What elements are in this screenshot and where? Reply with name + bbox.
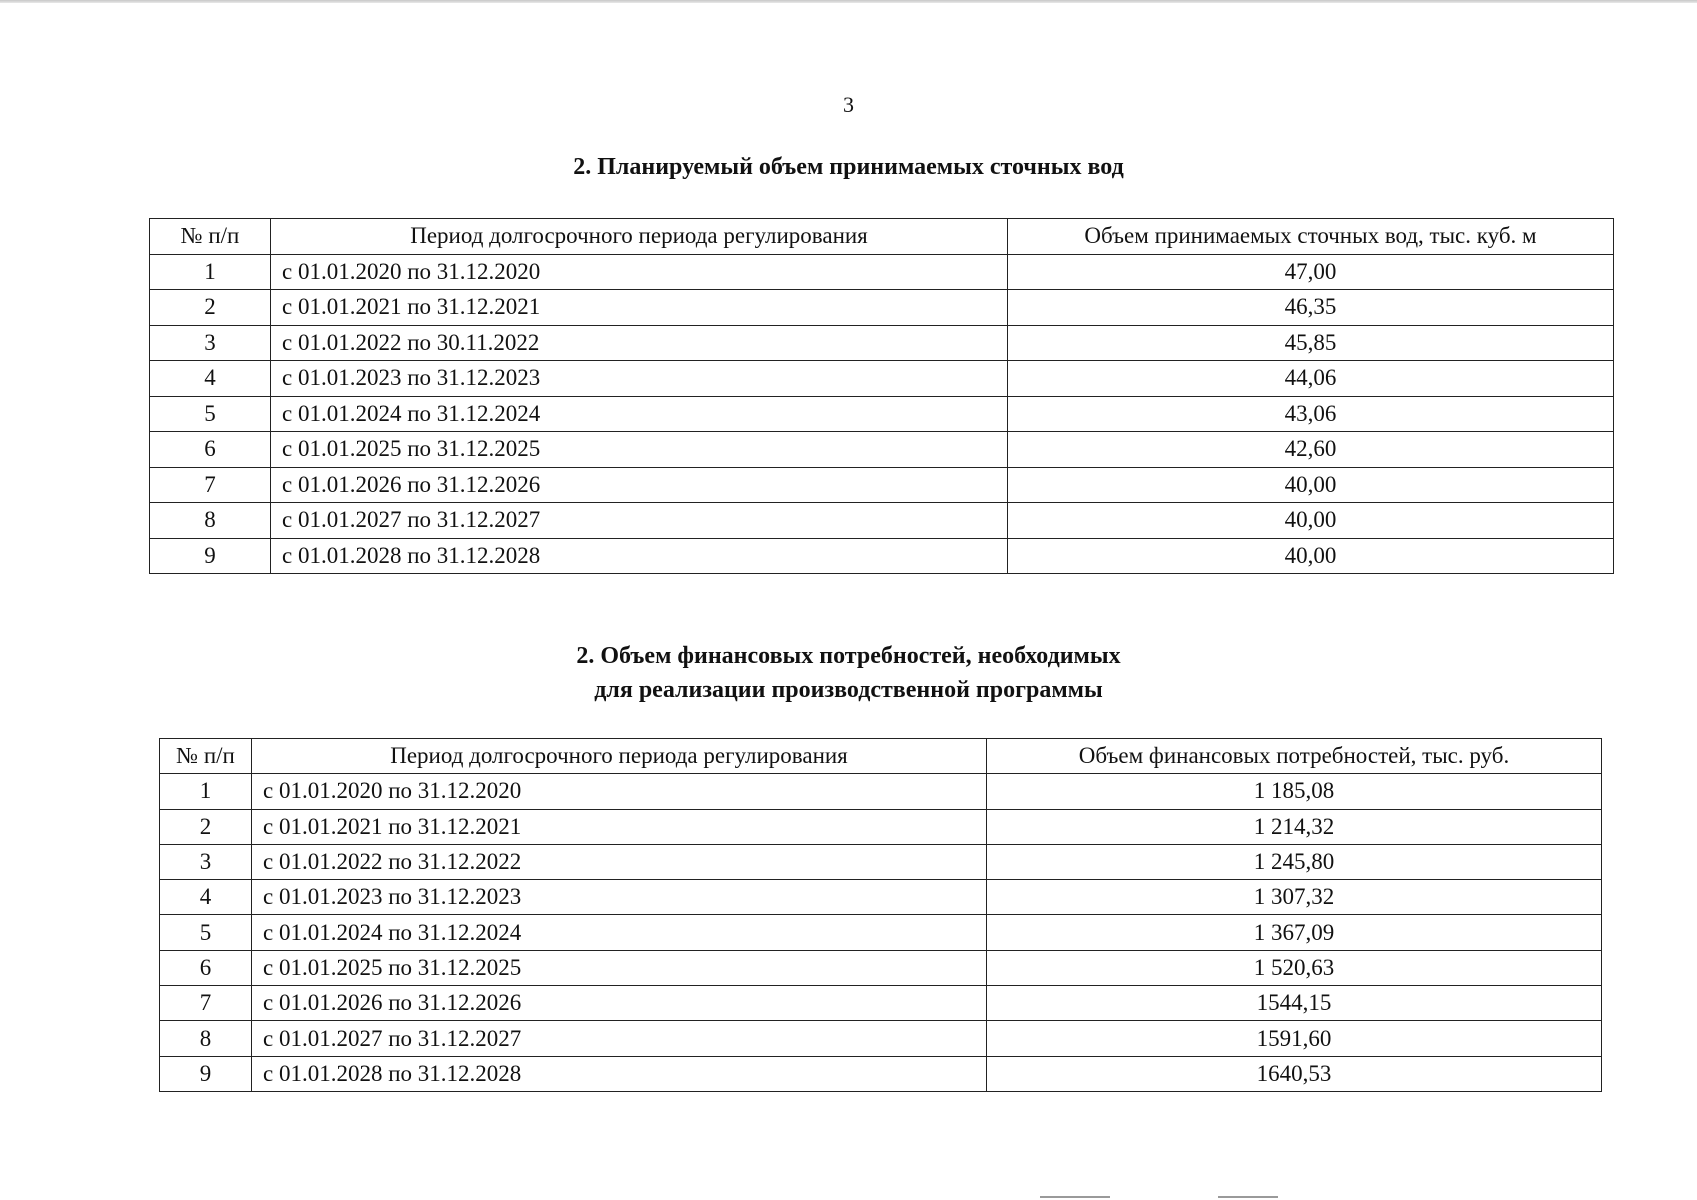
row-number-cell: 8	[160, 1021, 252, 1056]
table-row	[160, 844, 1602, 879]
table-row	[160, 1056, 1602, 1091]
value-cell: 1544,15	[987, 986, 1602, 1021]
table-row	[150, 467, 1614, 503]
period-cell: с 01.01.2025 по 31.12.2025	[252, 950, 987, 985]
row-number-cell: 1	[160, 774, 252, 809]
value-cell: 1 245,80	[987, 844, 1602, 879]
period-cell: с 01.01.2020 по 31.12.2020	[271, 254, 1008, 290]
section-2-title	[0, 639, 1697, 707]
row-number-cell: 2	[150, 290, 271, 326]
table-header-row	[150, 219, 1614, 255]
value-cell: 1 520,63	[987, 950, 1602, 985]
period-cell: с 01.01.2023 по 31.12.2023	[252, 880, 987, 915]
value-cell: 1 367,09	[987, 915, 1602, 950]
table-row	[150, 325, 1614, 361]
page-number: 3	[843, 92, 854, 117]
period-cell: с 01.01.2022 по 31.12.2022	[252, 844, 987, 879]
table-row	[160, 950, 1602, 985]
row-number-cell: 9	[150, 538, 271, 574]
value-cell: 40,00	[1008, 503, 1614, 539]
value-cell: 40,00	[1008, 538, 1614, 574]
value-cell: 44,06	[1008, 361, 1614, 397]
value-cell: 40,00	[1008, 467, 1614, 503]
column-header-number: № п/п	[160, 739, 252, 774]
value-cell: 45,85	[1008, 325, 1614, 361]
row-number-cell: 7	[150, 467, 271, 503]
period-cell: с 01.01.2028 по 31.12.2028	[271, 538, 1008, 574]
table-row	[150, 432, 1614, 468]
section-1-title-text: 2. Планируемый объем принимаемых сточных вод	[573, 154, 1124, 180]
period-cell: с 01.01.2021 по 31.12.2021	[271, 290, 1008, 326]
row-number-cell: 6	[160, 950, 252, 985]
row-number-cell: 9	[160, 1056, 252, 1091]
value-cell: 47,00	[1008, 254, 1614, 290]
period-cell: с 01.01.2026 по 31.12.2026	[271, 467, 1008, 503]
table-row	[160, 774, 1602, 809]
value-cell: 42,60	[1008, 432, 1614, 468]
row-number-cell: 6	[150, 432, 271, 468]
value-cell: 1 185,08	[987, 774, 1602, 809]
column-header-period: Период долгосрочного периода регулирования	[252, 739, 987, 774]
value-cell: 1 214,32	[987, 809, 1602, 844]
section-2-title-line-2: для реализации производственной программы	[594, 677, 1103, 703]
column-header-volume: Объем принимаемых сточных вод, тыс. куб. м	[1008, 219, 1614, 255]
value-cell: 1 307,32	[987, 880, 1602, 915]
period-cell: с 01.01.2027 по 31.12.2027	[252, 1021, 987, 1056]
value-cell: 1591,60	[987, 1021, 1602, 1056]
table-row	[150, 396, 1614, 432]
scan-top-edge	[0, 0, 1697, 3]
period-cell: с 01.01.2023 по 31.12.2023	[271, 361, 1008, 397]
period-cell: с 01.01.2027 по 31.12.2027	[271, 503, 1008, 539]
row-number-cell: 3	[150, 325, 271, 361]
period-cell: с 01.01.2024 по 31.12.2024	[271, 396, 1008, 432]
row-number-cell: 1	[150, 254, 271, 290]
value-cell: 46,35	[1008, 290, 1614, 326]
period-cell: с 01.01.2024 по 31.12.2024	[252, 915, 987, 950]
table-row	[160, 986, 1602, 1021]
period-cell: с 01.01.2026 по 31.12.2026	[252, 986, 987, 1021]
table-row	[150, 538, 1614, 574]
period-cell: с 01.01.2022 по 30.11.2022	[271, 325, 1008, 361]
section-2-title-line-1: 2. Объем финансовых потребностей, необходимых	[576, 643, 1121, 669]
table-2-body	[160, 774, 1602, 1092]
row-number-cell: 4	[150, 361, 271, 397]
row-number-cell: 8	[150, 503, 271, 539]
table-row	[150, 290, 1614, 326]
table-row	[160, 1021, 1602, 1056]
row-number-cell: 3	[160, 844, 252, 879]
table-row	[160, 880, 1602, 915]
row-number-cell: 2	[160, 809, 252, 844]
table-row	[160, 915, 1602, 950]
row-number-cell: 7	[160, 986, 252, 1021]
scan-artifact	[1218, 1196, 1278, 1198]
row-number-cell: 4	[160, 880, 252, 915]
table-header-row	[160, 739, 1602, 774]
scan-artifact	[1040, 1196, 1110, 1198]
table-row	[150, 361, 1614, 397]
wastewater-volume-table	[149, 218, 1614, 574]
table-row	[160, 809, 1602, 844]
table-1-body	[150, 254, 1614, 574]
table-row	[150, 503, 1614, 539]
table-row	[150, 254, 1614, 290]
financial-needs-table	[159, 738, 1602, 1092]
period-cell: с 01.01.2025 по 31.12.2025	[271, 432, 1008, 468]
row-number-cell: 5	[160, 915, 252, 950]
value-cell: 1640,53	[987, 1056, 1602, 1091]
column-header-financial-needs: Объем финансовых потребностей, тыс. руб.	[987, 739, 1602, 774]
column-header-period: Период долгосрочного периода регулирования	[271, 219, 1008, 255]
column-header-number: № п/п	[150, 219, 271, 255]
row-number-cell: 5	[150, 396, 271, 432]
period-cell: с 01.01.2028 по 31.12.2028	[252, 1056, 987, 1091]
period-cell: с 01.01.2020 по 31.12.2020	[252, 774, 987, 809]
section-1-title	[0, 150, 1697, 184]
value-cell: 43,06	[1008, 396, 1614, 432]
period-cell: с 01.01.2021 по 31.12.2021	[252, 809, 987, 844]
